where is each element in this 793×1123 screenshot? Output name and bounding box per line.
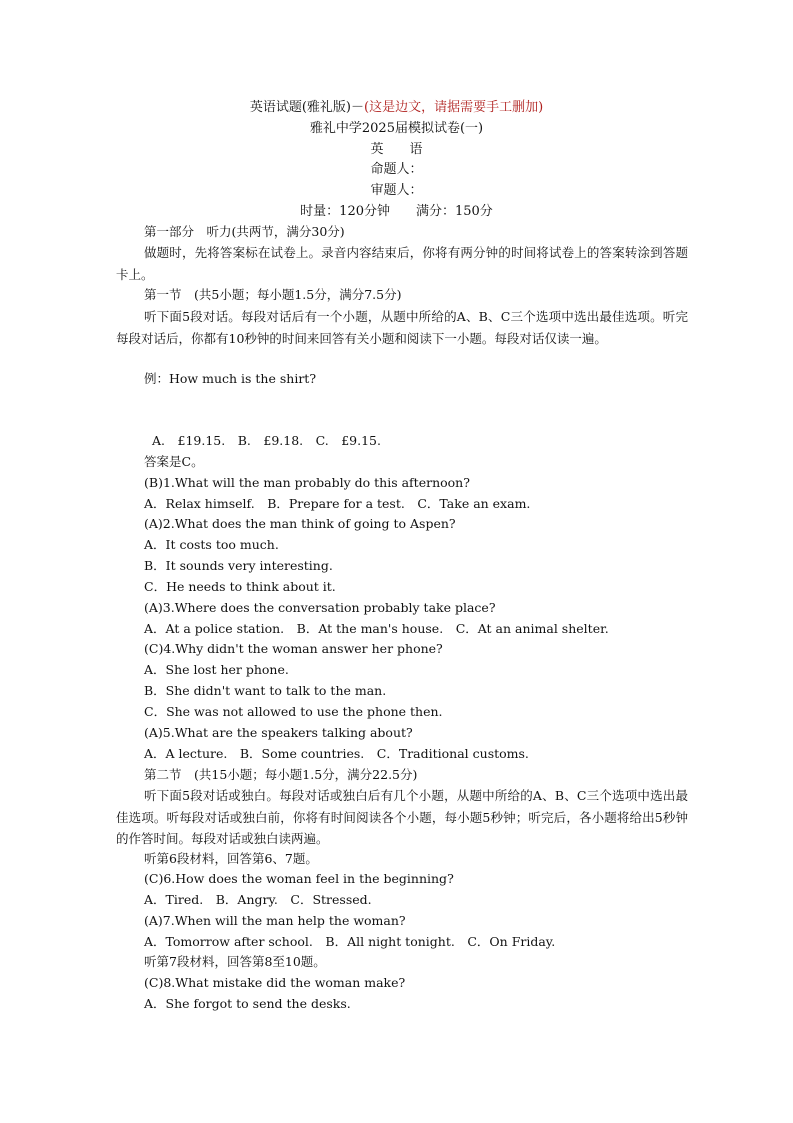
option-c: C．He needs to think about it. <box>144 579 336 594</box>
reviewer-line: 审题人： <box>370 183 423 198</box>
option-c: C．Stressed. <box>290 892 372 907</box>
option-a: A．She lost her phone. <box>144 662 289 677</box>
option-a: A．Tired. <box>144 892 204 907</box>
option-a: A．A lecture. <box>144 746 228 761</box>
option-c: C．At an animal shelter. <box>455 621 609 636</box>
example-options: A. £19.15. B. £9.18. C. £9.15. <box>152 433 381 448</box>
option-b: B．Prepare for a test. <box>267 496 405 511</box>
material-6-heading: 听第6段材料，回答第6、7题。 <box>144 851 318 866</box>
section1-heading: 第一节 (共5小题；每小题1.5分，满分7.5分) <box>144 287 402 302</box>
section1-instructions: 听下面5段对话。每段对话后有一个小题，从题中所给的A、B、C三个选项中选出最佳选项。听完每段对话后，你都有10秒钟的时间来回答有关小题和阅读下一小题。每段对话仅读一遍。 <box>116 309 688 346</box>
question-1: (B)1.What will the man probably do this afternoon? <box>144 475 470 490</box>
question-6-options <box>144 890 372 910</box>
option-c: C．Traditional customs. <box>376 746 529 761</box>
title-main: 英语试题(雅礼版)－ <box>249 100 364 115</box>
option-a: A．It costs too much. <box>144 537 279 552</box>
question-7-options <box>144 932 555 952</box>
question-3-options <box>144 619 609 639</box>
option-b: B．Some countries. <box>239 746 365 761</box>
option-b: B．It sounds very interesting. <box>144 558 333 573</box>
example-answer: 答案是C。 <box>144 454 204 469</box>
question-4: (C)4.Why didn't the woman answer her phone? <box>144 641 443 656</box>
section2-instructions: 听下面5段对话或独白。每段对话或独白后有几个小题，从题中所给的A、B、C三个选项中选出最佳选项。听每段对话或独白前，你将有时间阅读各个小题，每小题5秒钟；听完后，各小题将给出5秒钟的作答时间。每段对话或独白读两遍。 <box>116 788 688 846</box>
example-question: 例：How much is the shirt? <box>144 371 317 386</box>
question-1-options <box>144 494 530 514</box>
option-b: B．At the man's house. <box>296 621 444 636</box>
question-7: (A)7.When will the man help the woman? <box>144 913 406 928</box>
option-c: C．Take an exam. <box>417 496 531 511</box>
option-a: A．Relax himself. <box>144 496 255 511</box>
option-a: A．At a police station. <box>144 621 285 636</box>
question-5: (A)5.What are the speakers talking about? <box>144 725 413 740</box>
time-score-line: 时量：120分钟 满分：150分 <box>300 204 493 219</box>
option-c: C．On Friday. <box>467 934 556 949</box>
school-line: 雅礼中学2025届模拟试卷(一) <box>309 121 484 136</box>
material-7-heading: 听第7段材料，回答第8至10题。 <box>144 954 326 969</box>
section2-heading: 第二节 (共15小题；每小题1.5分，满分22.5分) <box>144 767 418 782</box>
option-b: B．She didn't want to talk to the man. <box>144 683 387 698</box>
part1-heading: 第一部分 听力(共两节，满分30分) <box>144 224 345 239</box>
question-6: (C)6.How does the woman feel in the beginning? <box>144 871 454 886</box>
option-a: A．Tomorrow after school. <box>144 934 313 949</box>
option-a: A．She forgot to send the desks. <box>144 996 351 1011</box>
title-note: (这是边文，请据需要手工删加) <box>364 100 544 115</box>
part1-instructions: 做题时，先将答案标在试卷上。录音内容结束后，你将有两分钟的时间将试卷上的答案转涂到答题卡上。 <box>116 245 688 282</box>
option-c: C．She was not allowed to use the phone then. <box>144 704 443 719</box>
question-2: (A)2.What does the man think of going to Aspen? <box>144 516 456 531</box>
option-b: B．All night tonight. <box>325 934 455 949</box>
setter-line: 命题人： <box>370 162 423 177</box>
exam-title <box>0 98 793 118</box>
question-8: (C)8.What mistake did the woman make? <box>144 975 406 990</box>
question-5-options <box>144 744 529 764</box>
subject-line: 英 语 <box>370 142 423 157</box>
option-b: B．Angry. <box>215 892 278 907</box>
question-3: (A)3.Where does the conversation probably take place? <box>144 600 496 615</box>
